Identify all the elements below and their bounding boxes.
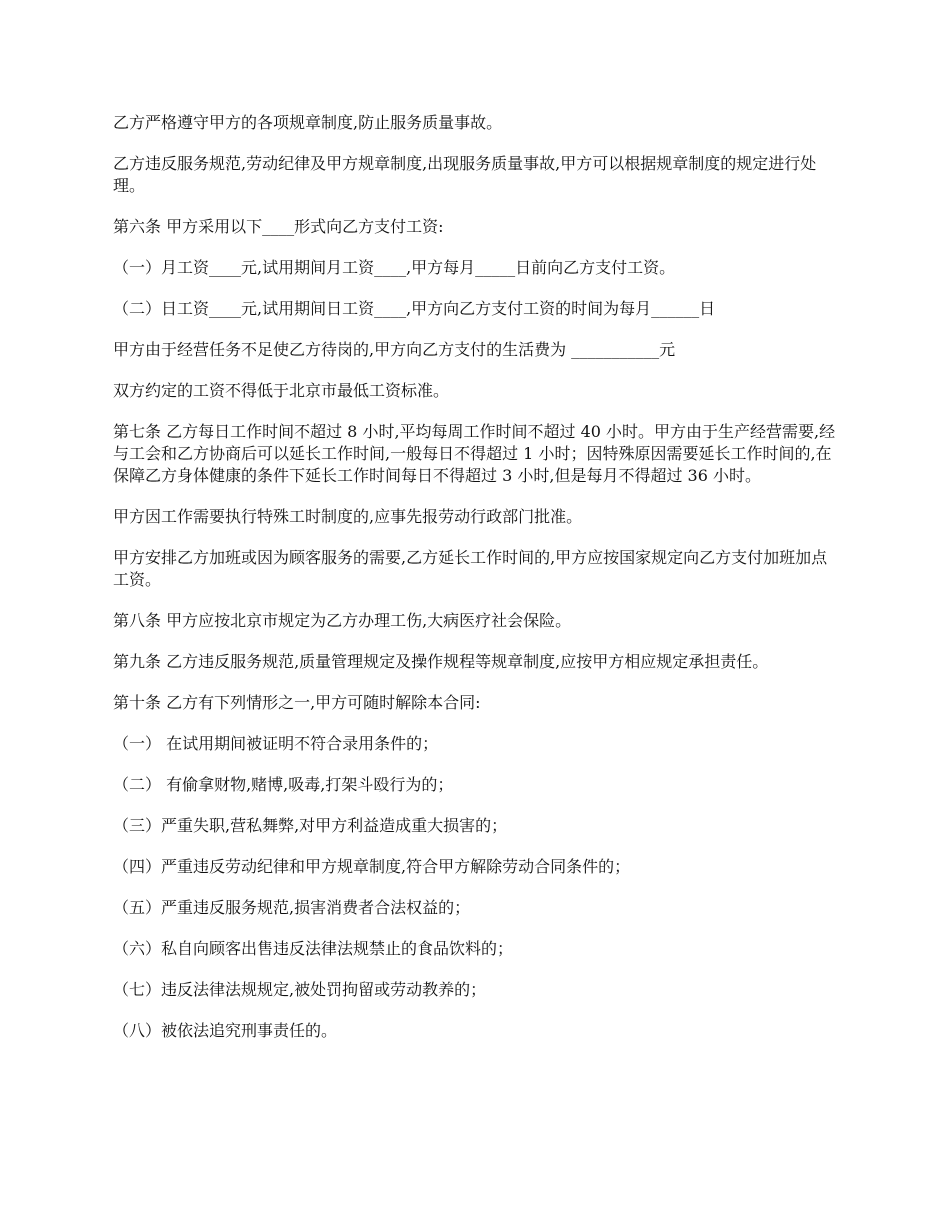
paragraph-violation-handling: 乙方违反服务规范,劳动纪律及甲方规章制度,出现服务质量事故,甲方可以根据规章制度的规定进行处理。	[113, 154, 817, 195]
article-10-item-5: （五）严重违反服务规范,损害消费者合法权益的；	[113, 898, 471, 917]
article-10-item-6: （六）私自向顾客出售违反法律法规禁止的食品饮料的；	[113, 939, 514, 958]
article-6-item-2: （二）日工资____元,试用期间日工资____,甲方向乙方支付工资的时间为每月______日	[113, 299, 716, 318]
document-body	[113, 112, 840, 1061]
paragraph-standby-allowance: 甲方由于经营任务不足使乙方待岗的,甲方向乙方支付的生活费为 ___________元	[113, 340, 676, 359]
paragraph-special-hours: 甲方因工作需要执行特殊工时制度的,应事先报劳动行政部门批准。	[113, 507, 583, 526]
article-10-item-7: （七）违反法律法规规定,被处罚拘留或劳动教养的；	[113, 980, 487, 999]
article-10-item-8: （八）被依法追究刑事责任的。	[113, 1021, 338, 1040]
article-9-liability: 第九条 乙方违反服务规范,质量管理规定及操作规程等规章制度,应按甲方相应规定承担责任。	[113, 652, 769, 671]
article-6-heading: 第六条 甲方采用以下____形式向乙方支付工资:	[113, 217, 444, 236]
article-6-item-1: （一）月工资____元,试用期间月工资____,甲方每月_____日前向乙方支付工资。	[113, 258, 676, 277]
article-7-working-hours: 第七条 乙方每日工作时间不超过 8 小时,平均每周工作时间不超过 40 小时。甲方由于生产经营需要,经与工会和乙方协商后可以延长工作时间,一般每日不得超过 1 小时；因特殊原因需要延长工作时间的,在保障乙方身体健康的条件下延长工作时间每日不得超过 3 小时,但是每月不得超过 36 小时。	[113, 422, 836, 485]
article-10-item-2: （二） 有偷拿财物,赌博,吸毒,打架斗殴行为的；	[113, 775, 454, 794]
paragraph-minimum-wage: 双方约定的工资不得低于北京市最低工资标准。	[113, 381, 450, 400]
article-10-item-3: （三）严重失职,营私舞弊,对甲方利益造成重大损害的；	[113, 816, 508, 835]
paragraph-overtime-pay: 甲方安排乙方加班或因为顾客服务的需要,乙方延长工作时间的,甲方应按国家规定向乙方支付加班加点工资。	[113, 548, 828, 589]
article-10-heading: 第十条 乙方有下列情形之一,甲方可随时解除本合同:	[113, 693, 481, 712]
paragraph-rules-compliance: 乙方严格遵守甲方的各项规章制度,防止服务质量事故。	[113, 113, 503, 132]
article-8-insurance: 第八条 甲方应按北京市规定为乙方办理工伤,大病医疗社会保险。	[113, 611, 572, 630]
article-10-item-1: （一） 在试用期间被证明不符合录用条件的；	[113, 734, 439, 753]
article-10-item-4: （四）严重违反劳动纪律和甲方规章制度,符合甲方解除劳动合同条件的；	[113, 857, 631, 876]
